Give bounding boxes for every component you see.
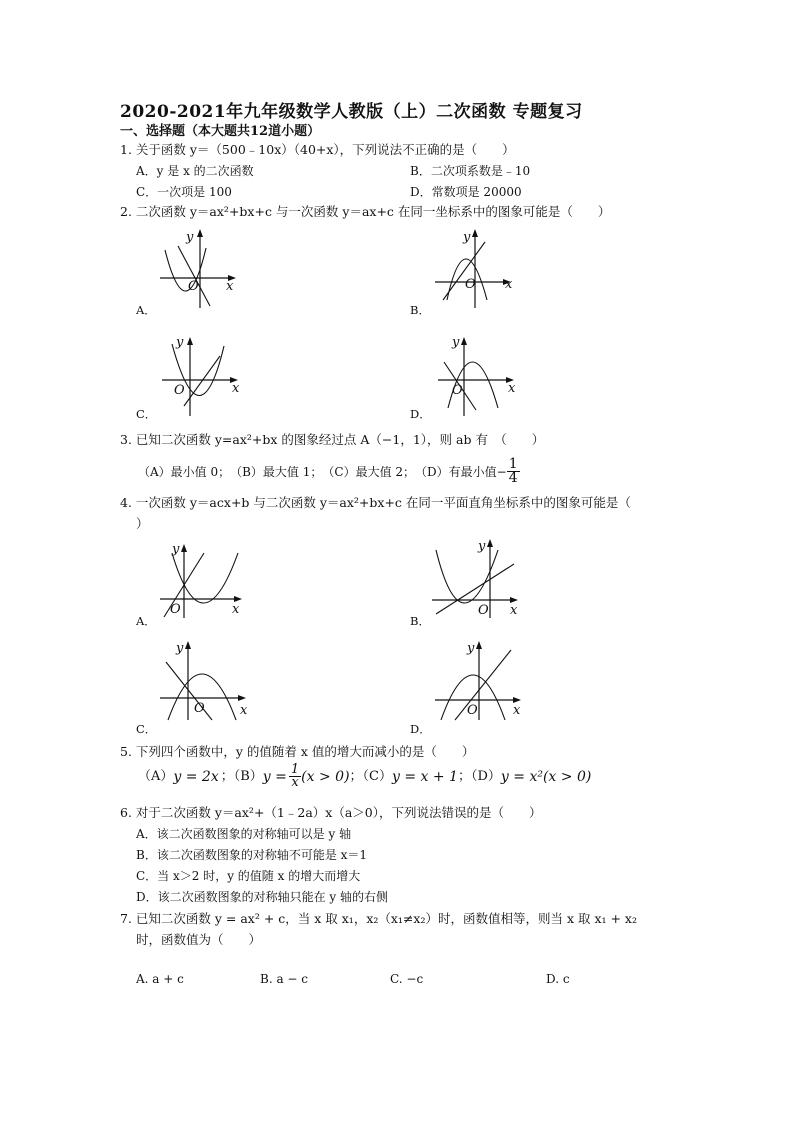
svg-text:O: O bbox=[478, 603, 489, 618]
q5-math-b-pre: y = bbox=[262, 768, 287, 785]
q7-option-d: D. c bbox=[546, 972, 570, 986]
svg-text:O: O bbox=[465, 277, 476, 292]
q1-option-b: B．二次项系数是﹣10 bbox=[410, 164, 531, 178]
q5-math-b-fraction: $\frac{1}{x}$ bbox=[290, 762, 300, 790]
q4-label-b: B． bbox=[410, 614, 430, 628]
q5-label-d: ；（D） bbox=[457, 768, 501, 784]
q1-option-c: C．一次项是 100 bbox=[136, 185, 232, 199]
svg-text:y: y bbox=[176, 641, 184, 656]
q5-math-c: y = x + 1 bbox=[391, 768, 458, 785]
q3-options bbox=[138, 458, 520, 485]
q4-graph-c bbox=[160, 640, 250, 720]
svg-text:x: x bbox=[508, 381, 516, 396]
q6-option-d: D．该二次函数图象的对称轴只能在 y 轴的右侧 bbox=[136, 890, 389, 904]
q6-option-b: B．该二次函数图象的对称轴不可能是 x＝1 bbox=[136, 848, 368, 862]
svg-text:x: x bbox=[226, 279, 234, 294]
q7-option-b: B. a − c bbox=[260, 972, 309, 986]
q6-option-a: A．该二次函数图象的对称轴可以是 y 轴 bbox=[136, 827, 352, 841]
q3-stem: 3. 已知二次函数 y=ax²+bx 的图象经过点 A（−1，1），则 ab 有 （ ） bbox=[120, 432, 545, 447]
q1-stem: 1. 关于函数 y＝（500﹣10x）（40+x），下列说法不正确的是（ ） bbox=[120, 142, 515, 157]
q7-option-c: C. −c bbox=[390, 972, 424, 986]
svg-text:O: O bbox=[188, 279, 199, 294]
svg-text:O: O bbox=[194, 701, 205, 716]
q4-graph-b bbox=[432, 538, 522, 618]
q5-label-b: ；（B） bbox=[220, 768, 263, 784]
q3-options-text: （A）最小值 0； （B）最大值 1； （C）最大值 2； （D）有最小值− bbox=[138, 464, 507, 479]
svg-text:O: O bbox=[170, 602, 181, 617]
svg-text:x: x bbox=[232, 381, 240, 396]
q1-option-d: D．常数项是 20000 bbox=[410, 185, 522, 199]
q4-graph-a bbox=[160, 543, 245, 618]
q5-label-c: ；（C） bbox=[349, 768, 392, 784]
q6-option-c: C．当 x＞2 时，y 的值随 x 的增大而增大 bbox=[136, 869, 361, 883]
q2-label-a: A． bbox=[136, 303, 156, 317]
q5-options bbox=[138, 764, 591, 789]
q3-fraction: $\frac{1}{4}$ bbox=[508, 456, 518, 486]
q1-option-a: A．y 是 x 的二次函数 bbox=[136, 164, 254, 178]
svg-text:x: x bbox=[510, 603, 518, 618]
svg-text:y: y bbox=[463, 230, 471, 245]
svg-text:y: y bbox=[478, 539, 486, 554]
svg-text:O: O bbox=[467, 703, 478, 718]
q2-graph-d bbox=[438, 336, 518, 416]
svg-text:x: x bbox=[240, 703, 248, 718]
q7-option-a: A. a + c bbox=[136, 972, 184, 986]
q2-graph-c bbox=[162, 336, 242, 416]
q2-label-d: D． bbox=[410, 407, 431, 421]
q4-stem-line1: 4. 一次函数 y＝acx+b 与二次函数 y＝ax²+bx+c 在同一平面直角坐标系中的图象可能是（ bbox=[120, 495, 631, 510]
q4-label-a: A． bbox=[136, 614, 156, 628]
page-title: 2020-2021年九年级数学人教版（上）二次函数 专题复习 bbox=[120, 102, 583, 122]
svg-text:x: x bbox=[513, 703, 521, 718]
q7-stem-line1: 7. 已知二次函数 y = ax² + c，当 x 取 x₁，x₂（x₁≠x₂）时，函数值相等，则当 x 取 x₁ + x₂ bbox=[120, 911, 637, 926]
q2-label-b: B． bbox=[410, 303, 430, 317]
section-heading: 一、选择题（本大题共12道小题） bbox=[120, 124, 321, 139]
svg-text:y: y bbox=[176, 335, 184, 350]
q2-label-c: C． bbox=[136, 407, 157, 421]
q7-stem-line2: 时，函数值为（ ） bbox=[136, 932, 262, 947]
svg-text:x: x bbox=[505, 277, 513, 292]
svg-text:x: x bbox=[232, 602, 240, 617]
q5-label-a: （A） bbox=[138, 768, 174, 784]
q6-stem: 6. 对于二次函数 y＝ax²+（1﹣2a）x（a＞0），下列说法错误的是（ ） bbox=[120, 805, 542, 820]
svg-text:y: y bbox=[452, 335, 460, 350]
q4-graph-d bbox=[435, 640, 525, 720]
q2-graph-b bbox=[435, 228, 515, 308]
q5-math-b-post: (x > 0) bbox=[301, 768, 350, 785]
q5-stem: 5. 下列四个函数中，y 的值随着 x 值的增大而减小的是（ ） bbox=[120, 744, 475, 759]
q2-stem: 2. 二次函数 y＝ax²+bx+c 与一次函数 y＝ax+c 在同一坐标系中的图象可能是（ ） bbox=[120, 204, 611, 219]
q2-graph-a bbox=[160, 228, 240, 308]
q4-label-c: C． bbox=[136, 722, 157, 736]
q5-math-a: y = 2x bbox=[173, 768, 219, 785]
svg-text:O: O bbox=[174, 383, 185, 398]
svg-text:y: y bbox=[172, 542, 180, 557]
q4-stem-line2: ） bbox=[136, 516, 149, 531]
svg-text:O: O bbox=[452, 383, 463, 398]
q4-label-d: D． bbox=[410, 722, 431, 736]
svg-text:y: y bbox=[186, 230, 194, 245]
svg-text:y: y bbox=[467, 641, 475, 656]
q5-math-d: y = x²(x > 0) bbox=[500, 768, 592, 785]
